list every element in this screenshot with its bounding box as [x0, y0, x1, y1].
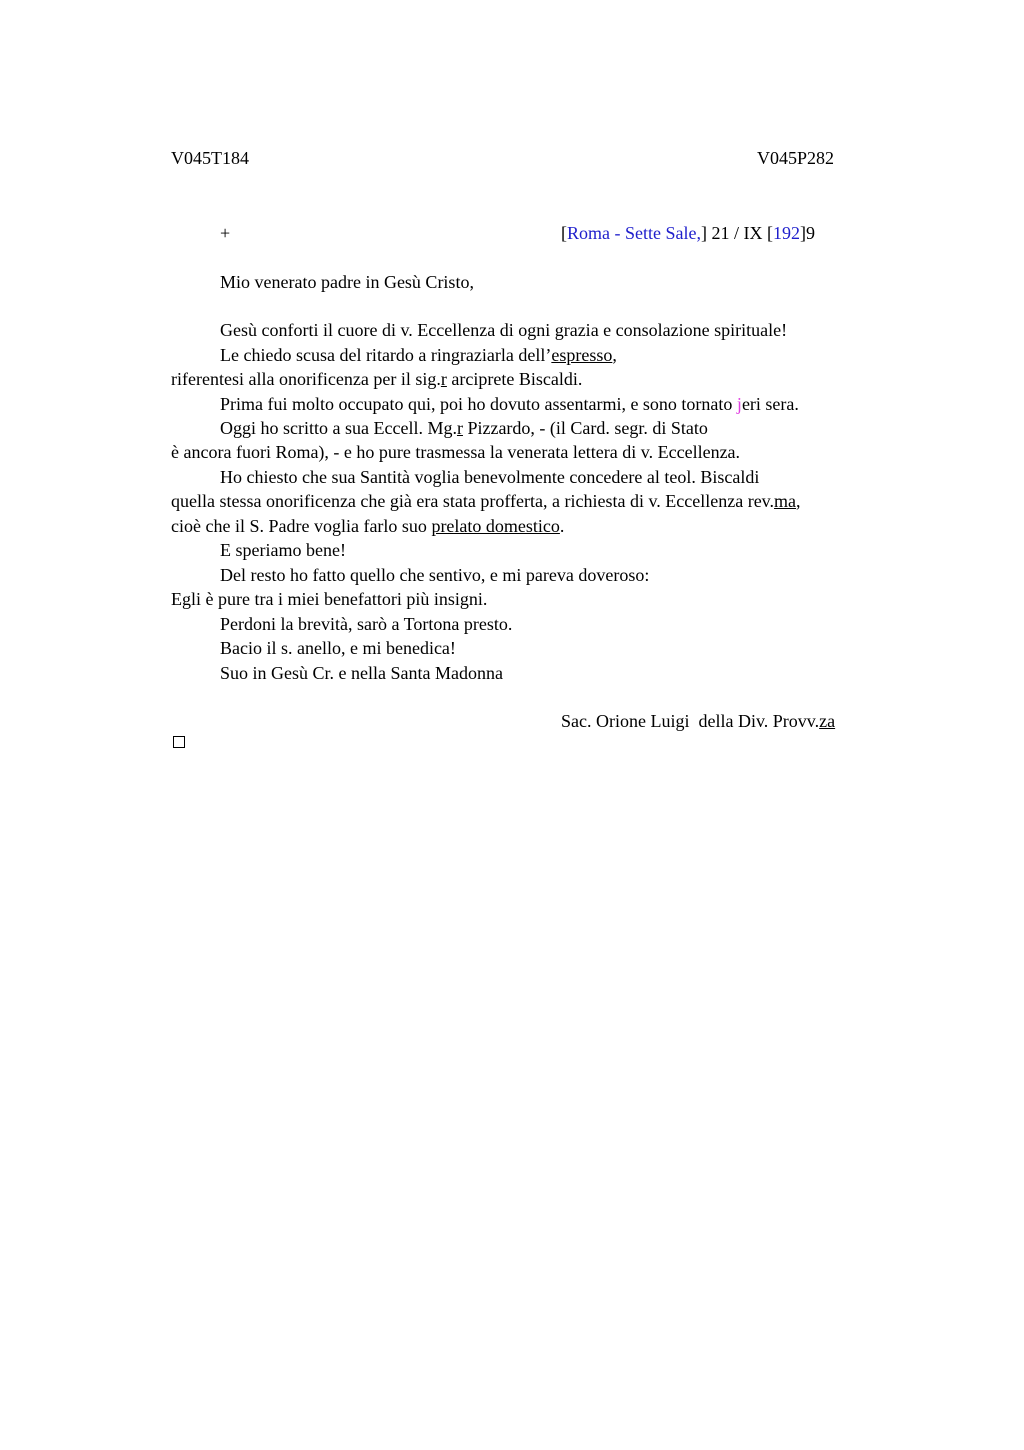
- document-code-left: V045T184: [171, 148, 249, 168]
- body-line-6: è ancora fuori Roma), - e ho pure trasmessa la venerata lettera di v. Eccellenza.: [171, 442, 741, 462]
- body-line-11: Del resto ho fatto quello che sentivo, e mi pareva doveroso:: [220, 565, 650, 585]
- bracket-open: [: [561, 223, 567, 243]
- salutation: Mio venerato padre in Gesù Cristo,: [220, 272, 474, 292]
- signature-suffix: za: [819, 711, 836, 731]
- closing-line: Suo in Gesù Cr. e nella Santa Madonna: [220, 663, 503, 683]
- body-text: Pizzardo, - (il Card. segr. di Stato: [462, 418, 708, 438]
- dateline: [561, 224, 815, 242]
- body-text: Prima fui molto occupato qui, poi ho dovuto assentarmi, e sono tornato: [220, 394, 737, 414]
- body-line-3: [171, 370, 582, 388]
- body-line-14: Bacio il s. anello, e mi benedica!: [220, 638, 456, 658]
- body-line-8: [171, 492, 801, 510]
- body-line-1: Gesù conforti il cuore di v. Eccellenza di ogni grazia e consolazione spirituale!: [220, 320, 788, 340]
- body-line-13: Perdoni la brevità, sarò a Tortona presto.: [220, 614, 513, 634]
- body-text: cioè che il S. Padre voglia farlo suo: [171, 516, 432, 536]
- body-text: quella stessa onorificenza che già era stata profferta, a richiesta di v. Eccellenza rev.: [171, 491, 775, 511]
- body-line-9: [171, 517, 564, 535]
- empty-square-icon: [173, 736, 185, 748]
- cross-mark: +: [220, 223, 231, 243]
- body-line-4: [220, 395, 799, 413]
- body-text: .: [559, 516, 565, 536]
- dateline-year-end: ]9: [799, 223, 815, 243]
- underlined-abbrev: ma: [774, 491, 797, 511]
- body-text: eri sera.: [741, 394, 799, 414]
- body-text: ,: [612, 345, 617, 365]
- variant-letter: j: [736, 394, 742, 414]
- document-code-right: V045P282: [757, 148, 835, 168]
- body-text: riferentesi alla onorificenza per il sig.: [171, 369, 441, 389]
- signature-text: Sac. Orione Luigi della Div. Provv.: [561, 711, 820, 731]
- body-line-5: [220, 419, 708, 437]
- body-text: arciprete Biscaldi.: [446, 369, 583, 389]
- body-line-2: [220, 346, 617, 364]
- body-text: ,: [796, 491, 801, 511]
- dateline-year-part: 192: [772, 223, 800, 243]
- body-text: Oggi ho scritto a sua Eccell. Mg.: [220, 418, 457, 438]
- signature: [561, 712, 835, 730]
- body-text: Le chiedo scusa del ritardo a ringraziarla dell’: [220, 345, 552, 365]
- body-line-10: E speriamo bene!: [220, 540, 346, 560]
- body-line-12: Egli è pure tra i miei benefattori più insigni.: [171, 589, 488, 609]
- underlined-word: espresso: [551, 345, 613, 365]
- dateline-date: ] 21 / IX [: [700, 223, 773, 243]
- body-line-7: Ho chiesto che sua Santità voglia benevolmente concedere al teol. Biscaldi: [220, 467, 760, 487]
- dateline-place: Roma - Sette Sale,: [567, 223, 701, 243]
- underlined-abbrev: r: [440, 369, 447, 389]
- underlined-abbrev: r: [456, 418, 463, 438]
- underlined-phrase: prelato domestico: [431, 516, 560, 536]
